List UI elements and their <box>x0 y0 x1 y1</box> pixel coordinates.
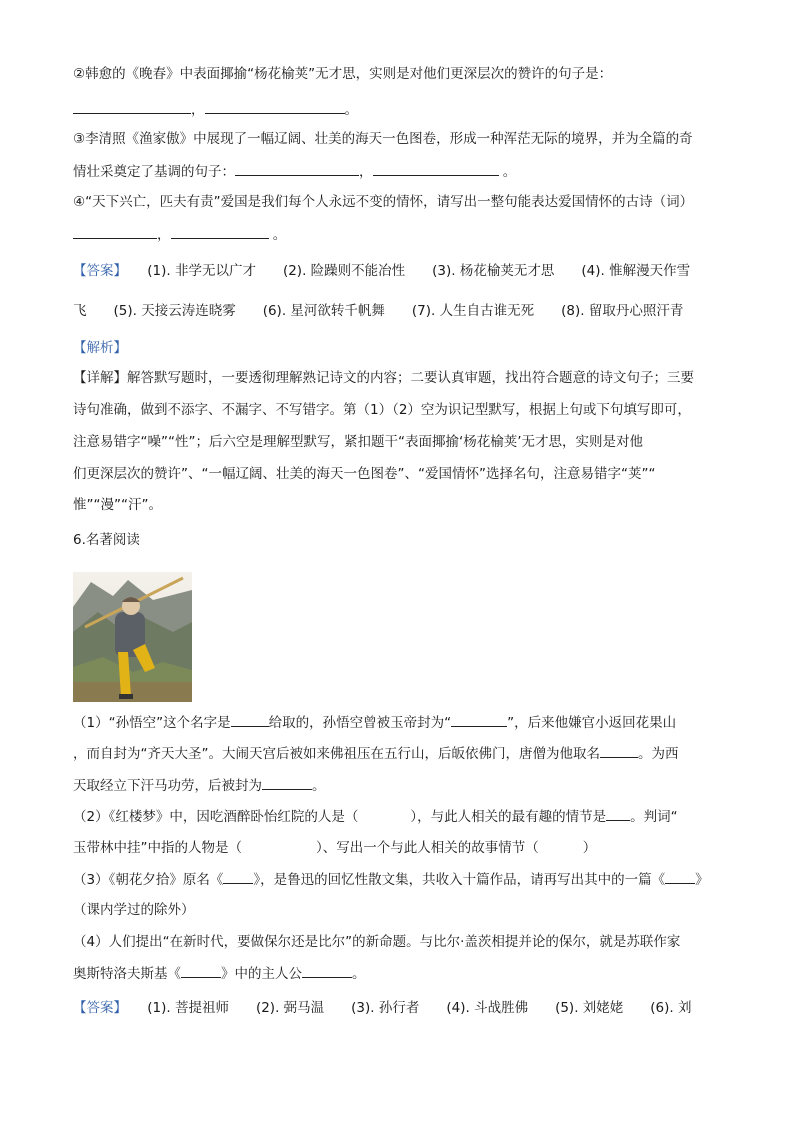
detail-line1: 【详解】解答默写题时，一要透彻理解熟记诗文的内容；二要认真审题，找出符合题意的诗文句子；三要 <box>73 370 694 386</box>
detail-line2: 诗句准确，做到不添字、不漏字、不写错字。第（1）（2）空为识记型默写，根据上句或下句填写即可， <box>73 402 691 418</box>
answer-blank[interactable] <box>205 99 345 114</box>
answer-blank[interactable] <box>181 963 221 978</box>
q6-part1-line2: ，而自封为“齐天大圣”。大闹天宫后被如来佛祖压在五行山，后皈依佛门，唐僧为他取名 。为西 <box>73 743 679 764</box>
q5-item-2: ②韩愈的《晚春》中表面揶揄“杨花榆荚”无才思，实则是对他们更深层次的赞许的句子是： <box>73 66 613 82</box>
analysis-tag: 【解析】 <box>73 340 127 356</box>
answer-blank[interactable] <box>665 869 695 884</box>
detail-line5: 惟”“漫”“汗”。 <box>73 497 162 513</box>
answer-tag: 【答案】 <box>73 263 121 279</box>
q5-item-4: ④“天下兴亡，匹夫有责”爱国是我们每个人永远不变的情怀，请写出一整句能表达爱国情怀的古诗（词） <box>73 194 694 210</box>
answer-blank[interactable] <box>231 712 269 727</box>
q6-answer-line: 【答案】 (1). 菩提祖师 (2). 弼马温 (3). 孙行者 (4). 斗战胜佛 (5). 刘姥姥 (6). 刘 <box>73 1000 692 1016</box>
sun-wukong-photo <box>73 572 192 702</box>
q5-item-2-blanks: ， 。 <box>73 99 358 120</box>
q6-title: 6.名著阅读 <box>73 532 140 548</box>
detail-line4: 们更深层次的赞许”、“一幅辽阔、壮美的海天一色图卷”、“爱国情怀”选择名句，注意易错字“荚”“ <box>73 466 656 482</box>
q6-part2-line1: （2）《红楼梦》中，因吃酒醉卧怡红院的人是（ ），与此人相关的最有趣的情节是 。判词“ <box>73 806 678 827</box>
answer-blank[interactable] <box>235 161 359 176</box>
q6-part1-line3: 天取经立下汗马功劳，后被封为 。 <box>73 775 326 796</box>
answer-blank[interactable] <box>73 224 157 239</box>
q5-answer-line2: 飞 (5). 天接云涛连晓雾 (6). 星河欲转千帆舞 (7). 人生自古谁无死 (8). 留取丹心照汗青 <box>73 303 684 319</box>
q5-item-4-blanks: ， 。 <box>73 224 286 245</box>
q5-answer-line1: 【答案】 (1). 非学无以广才 (2). 险躁则不能冶性 (3). 杨花榆荚无才思 (4). 惟解漫天作雪 <box>73 263 691 279</box>
q6-part3-line1: （3）《朝花夕拾》原名《 》，是鲁迅的回忆性散文集，共收入十篇作品，请再写出其中的一篇《 》 <box>73 869 709 890</box>
q6-part1-line1: （1）“孙悟空”这个名字是 给取的，孙悟空曾被玉帝封为“ ”，后来他嫌官小返回花果山 <box>73 712 676 733</box>
answer-tag: 【答案】 <box>73 1000 121 1016</box>
q6-part2-line2: 玉带林中挂”中指的人物是（ ）、写出一个与此人相关的故事情节（ ） <box>73 840 597 856</box>
answer-blank[interactable] <box>373 161 499 176</box>
q5-item-3-line1: ③李清照《渔家傲》中展现了一幅辽阔、壮美的海天一色图卷，形成一种浑茫无际的境界，并为全篇的奇 <box>73 131 693 147</box>
q6-part4-line1: （4）人们提出“在新时代，要做保尔还是比尔”的新命题。与比尔·盖茨相提并论的保尔，就是苏联作家 <box>73 934 681 950</box>
answer-blank[interactable] <box>451 712 507 727</box>
answer-blank[interactable] <box>262 775 312 790</box>
q6-part4-line2: 奥斯特洛夫斯基《 》中的主人公 。 <box>73 963 366 984</box>
answer-blank[interactable] <box>606 806 630 821</box>
answer-blank[interactable] <box>223 869 253 884</box>
answer-blank[interactable] <box>73 99 191 114</box>
q6-part3-line2: （课内学过的除外） <box>73 902 195 918</box>
answer-blank[interactable] <box>302 963 352 978</box>
q5-item-3-line2: 情壮采奠定了基调的句子： ， 。 <box>73 161 516 182</box>
answer-blank[interactable] <box>171 224 269 239</box>
answer-blank[interactable] <box>600 743 638 758</box>
detail-line3: 注意易错字“噪”“性”；后六空是理解型默写，紧扣题干“表面揶揄‘杨花榆荚’无才思，实则是对他 <box>73 434 644 450</box>
